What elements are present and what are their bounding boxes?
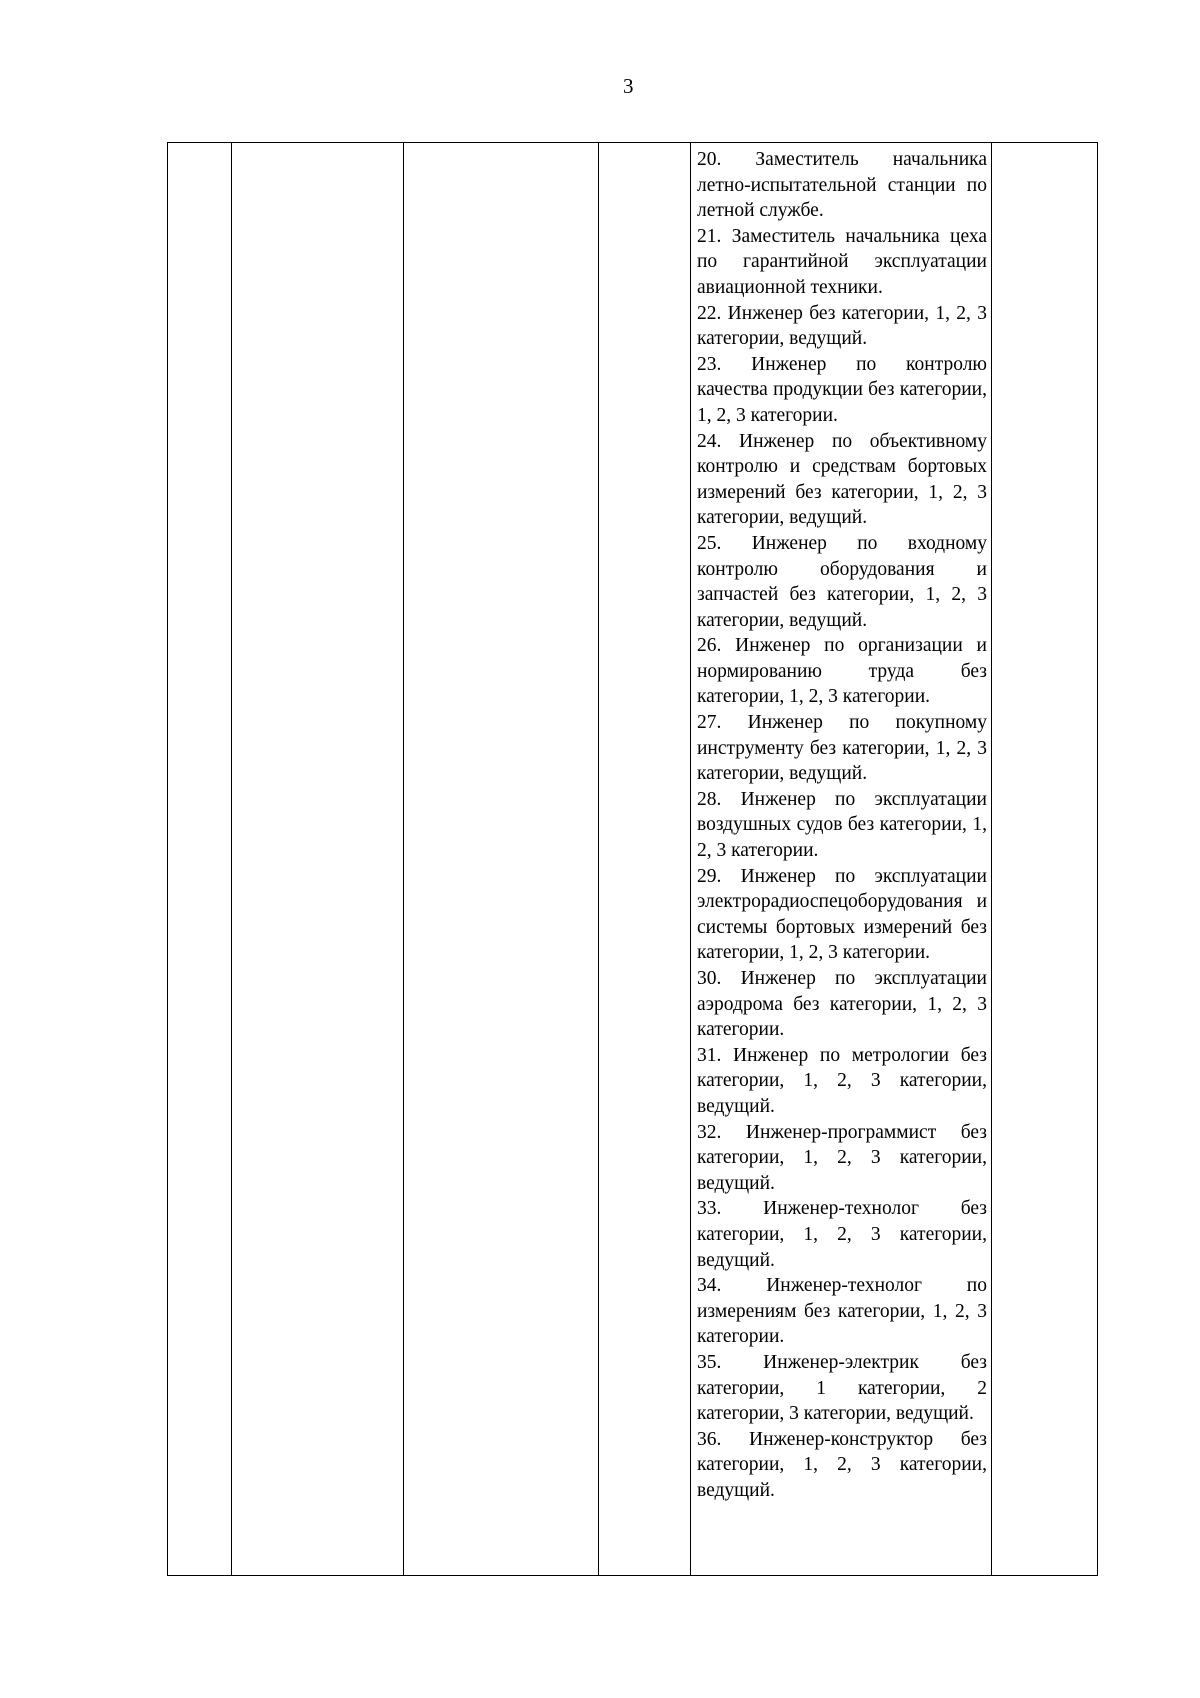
table-cell-col6 [992,143,1098,1576]
position-entry: 27. Инженер по покупному инструменту без категории, 1, 2, 3 категории, ведущий. [697,712,987,785]
position-entry: 34. Инженер-технолог по измерениям без категории, 1, 2, 3 категории. [697,1275,987,1348]
table-cell-col3 [404,143,599,1576]
position-entry: 32. Инженер-программист без категории, 1, 2, 3 категории, ведущий. [697,1121,987,1194]
table-cell-col1 [168,143,232,1576]
table-row [168,143,1098,1576]
position-entry: 24. Инженер по объективному контролю и средствам бортовых измерений без категории, 1, 2, 3 категории, ведущий. [697,430,987,529]
position-entry: 31. Инженер по метрологии без категории, 1, 2, 3 категории, ведущий. [697,1044,987,1117]
position-list [691,143,991,1503]
table-cell-col4 [599,143,691,1576]
position-entry: 28. Инженер по эксплуатации воздушных судов без категории, 1, 2, 3 категории. [697,788,987,862]
position-entry: 21. Заместитель начальника цеха по гарантийной эксплуатации авиационной техники. [697,225,987,298]
position-entry: 33. Инженер-технолог без категории, 1, 2, 3 категории, ведущий. [697,1198,987,1271]
position-entry: 35. Инженер-электрик без категории, 1 категории, 2 категории, 3 категории, ведущий. [697,1351,987,1425]
table-cell-positions [691,143,992,1576]
position-entry: 23. Инженер по контролю качества продукции без категории, 1, 2, 3 категории. [697,353,987,426]
position-entry: 25. Инженер по входному контролю оборудования и запчастей без категории, 1, 2, 3 категории, ведущий. [697,532,987,631]
page-number: 3 [623,74,634,98]
position-entry: 26. Инженер по организации и нормированию труда без категории, 1, 2, 3 категории. [697,635,987,708]
position-entry: 20. Заместитель начальника летно-испытательной станции по летной службе. [697,149,987,222]
position-entry: 29. Инженер по эксплуатации электрорадиоспецоборудования и системы бортовых измерений без категории, 1, 2, 3 категории. [697,865,987,964]
position-entry: 30. Инженер по эксплуатации аэродрома без категории, 1, 2, 3 категории. [697,968,987,1041]
document-table [167,142,1098,1576]
table-cell-col2 [232,143,404,1576]
position-entry: 36. Инженер-конструктор без категории, 1, 2, 3 категории, ведущий. [697,1428,987,1501]
position-entry: 22. Инженер без категории, 1, 2, 3 категории, ведущий. [697,302,987,350]
